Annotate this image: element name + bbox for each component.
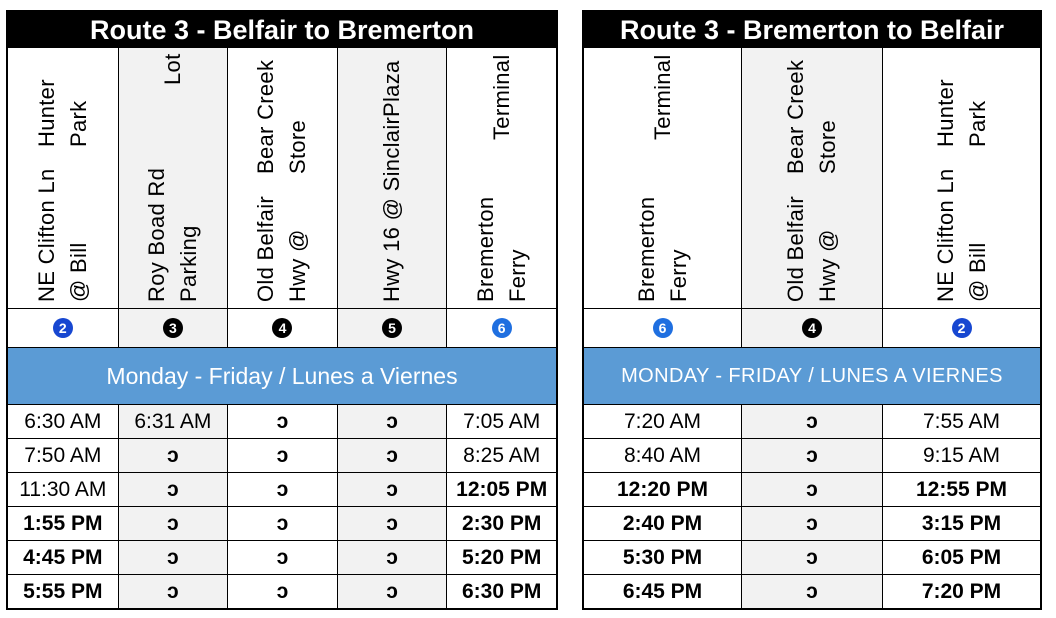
table-row [584, 541, 1040, 575]
table-row [584, 575, 1040, 608]
no-stop-marker: ɔ [227, 439, 337, 472]
stop-name [250, 54, 314, 302]
timetable-body [8, 405, 556, 608]
table-row [584, 473, 1040, 507]
stop-name-header [741, 48, 882, 308]
stop-name-line: NE Clifton Ln @ Bill [33, 168, 91, 302]
table-row [584, 507, 1040, 541]
departure-time: 6:30 AM [24, 409, 102, 433]
stop-name-line: Old Belfair Hwy @ [253, 195, 311, 302]
departure-time: 12:20 PM [616, 477, 709, 501]
no-stop-marker: ɔ [227, 541, 337, 574]
departure-time: 12:55 PM [882, 473, 1040, 506]
no-stop-marker: ɔ [337, 473, 447, 506]
stop-number-badge: 2 [952, 318, 972, 338]
departure-time: 2:30 PM [446, 507, 556, 540]
stop-number-badge: 4 [802, 318, 822, 338]
stop-number-cell [8, 309, 118, 347]
stop-name [141, 54, 205, 302]
stop-number-cell [118, 309, 228, 347]
stop-name-line: NE Clifton Ln @ Bill [932, 168, 990, 302]
departure-time: 7:05 AM [446, 405, 556, 438]
no-stop-marker: ɔ [337, 405, 447, 438]
table-row [584, 405, 1040, 439]
departure-time: 6:45 PM [622, 579, 703, 603]
service-days-banner: Monday - Friday / Lunes a Viernes [8, 348, 556, 405]
departure-time: 8:25 AM [446, 439, 556, 472]
no-stop-marker: ɔ [741, 575, 882, 608]
table-row [8, 575, 556, 608]
stop-name [376, 54, 408, 302]
route-title: Route 3 - Belfair to Bremerton [8, 12, 556, 48]
no-stop-marker: ɔ [227, 507, 337, 540]
stop-number-badge: 4 [272, 318, 292, 338]
departure-time: 8:40 AM [623, 443, 702, 467]
no-stop-marker: ɔ [118, 439, 228, 472]
departure-time: 6:05 PM [882, 541, 1040, 574]
stop-name-line: Bremerton Ferry [472, 196, 530, 302]
table-row [8, 507, 556, 541]
departure-time: 3:15 PM [882, 507, 1040, 540]
timetable-body [584, 405, 1040, 608]
stop-number-cell [882, 309, 1040, 347]
stop-name [31, 54, 95, 302]
table-row [8, 405, 556, 439]
table-row [8, 473, 556, 507]
departure-time: 5:20 PM [446, 541, 556, 574]
no-stop-marker: ɔ [118, 575, 228, 608]
no-stop-marker: ɔ [337, 541, 447, 574]
stop-name-header [227, 48, 337, 308]
stop-number-badge: 2 [53, 318, 73, 338]
no-stop-marker: ɔ [741, 541, 882, 574]
no-stop-marker: ɔ [337, 507, 447, 540]
stop-number-cell [337, 309, 447, 347]
no-stop-marker: ɔ [741, 507, 882, 540]
table-row [584, 439, 1040, 473]
departure-time: 6:31 AM [118, 405, 228, 438]
departure-time: 9:15 AM [882, 439, 1040, 472]
no-stop-marker: ɔ [741, 405, 882, 438]
stop-name-line: Hunter Park [33, 79, 91, 148]
stop-header-row [8, 48, 556, 309]
no-stop-marker: ɔ [337, 439, 447, 472]
stop-number-badge: 3 [163, 318, 183, 338]
schedule-bremerton-to-belfair [582, 10, 1042, 610]
stop-number-badge: 5 [382, 318, 402, 338]
departure-time: 11:30 AM [19, 477, 107, 501]
stop-number-cell [446, 309, 556, 347]
stop-header-row [584, 48, 1040, 309]
stop-name [930, 54, 994, 302]
stop-name-line: Hwy 16 @ Sinclair [379, 116, 405, 302]
stop-name [780, 54, 844, 302]
stop-name-line: Terminal [488, 54, 514, 140]
route-title: Route 3 - Bremerton to Belfair [584, 12, 1040, 48]
departure-time: 4:45 PM [23, 545, 103, 569]
departure-time: 5:30 PM [622, 545, 703, 569]
stop-name-header [118, 48, 228, 308]
stop-name-header [584, 48, 741, 308]
no-stop-marker: ɔ [741, 439, 882, 472]
service-days-banner: MONDAY - FRIDAY / LUNES A VIERNES [584, 348, 1040, 405]
stop-name [470, 54, 534, 302]
stop-name-line: Roy Boad Rd Parking [143, 167, 201, 302]
table-row [8, 541, 556, 575]
stop-number-cell [584, 309, 741, 347]
stop-name-header [446, 48, 556, 308]
no-stop-marker: ɔ [118, 541, 228, 574]
no-stop-marker: ɔ [227, 473, 337, 506]
no-stop-marker: ɔ [227, 405, 337, 438]
stop-number-cell [741, 309, 882, 347]
departure-time: 12:05 PM [446, 473, 556, 506]
stop-number-cell [227, 309, 337, 347]
stop-name-line: Old Belfair Hwy @ [783, 195, 840, 302]
stop-name-header [8, 48, 118, 308]
stop-number-badge: 6 [492, 318, 512, 338]
departure-time: 7:55 AM [882, 405, 1040, 438]
stop-name-line: Bremerton Ferry [633, 196, 691, 302]
no-stop-marker: ɔ [118, 473, 228, 506]
no-stop-marker: ɔ [337, 575, 447, 608]
stop-name [631, 54, 695, 302]
stop-name-line: Hunter Park [932, 79, 990, 148]
schedule-belfair-to-bremerton [6, 10, 558, 610]
stop-name-line: Terminal [649, 54, 675, 140]
stop-name-line: Bear Creek Store [253, 60, 311, 175]
departure-time: 7:20 PM [882, 575, 1040, 608]
departure-time: 7:20 AM [623, 409, 702, 433]
stop-name-line: Lot [159, 54, 185, 86]
no-stop-marker: ɔ [118, 507, 228, 540]
stop-number-row [584, 309, 1040, 348]
stop-number-badge: 6 [653, 318, 673, 338]
no-stop-marker: ɔ [227, 575, 337, 608]
departure-time: 1:55 PM [23, 511, 103, 535]
table-row [8, 439, 556, 473]
stop-number-row [8, 309, 556, 348]
departure-time: 7:50 AM [24, 443, 102, 467]
no-stop-marker: ɔ [741, 473, 882, 506]
departure-time: 5:55 PM [23, 579, 103, 603]
stop-name-line: Bear Creek Store [783, 60, 840, 175]
departure-time: 6:30 PM [446, 575, 556, 608]
stop-name-header [882, 48, 1040, 308]
stop-name-header [337, 48, 447, 308]
departure-time: 2:40 PM [622, 511, 703, 535]
stop-name-line: Plaza [379, 60, 405, 117]
